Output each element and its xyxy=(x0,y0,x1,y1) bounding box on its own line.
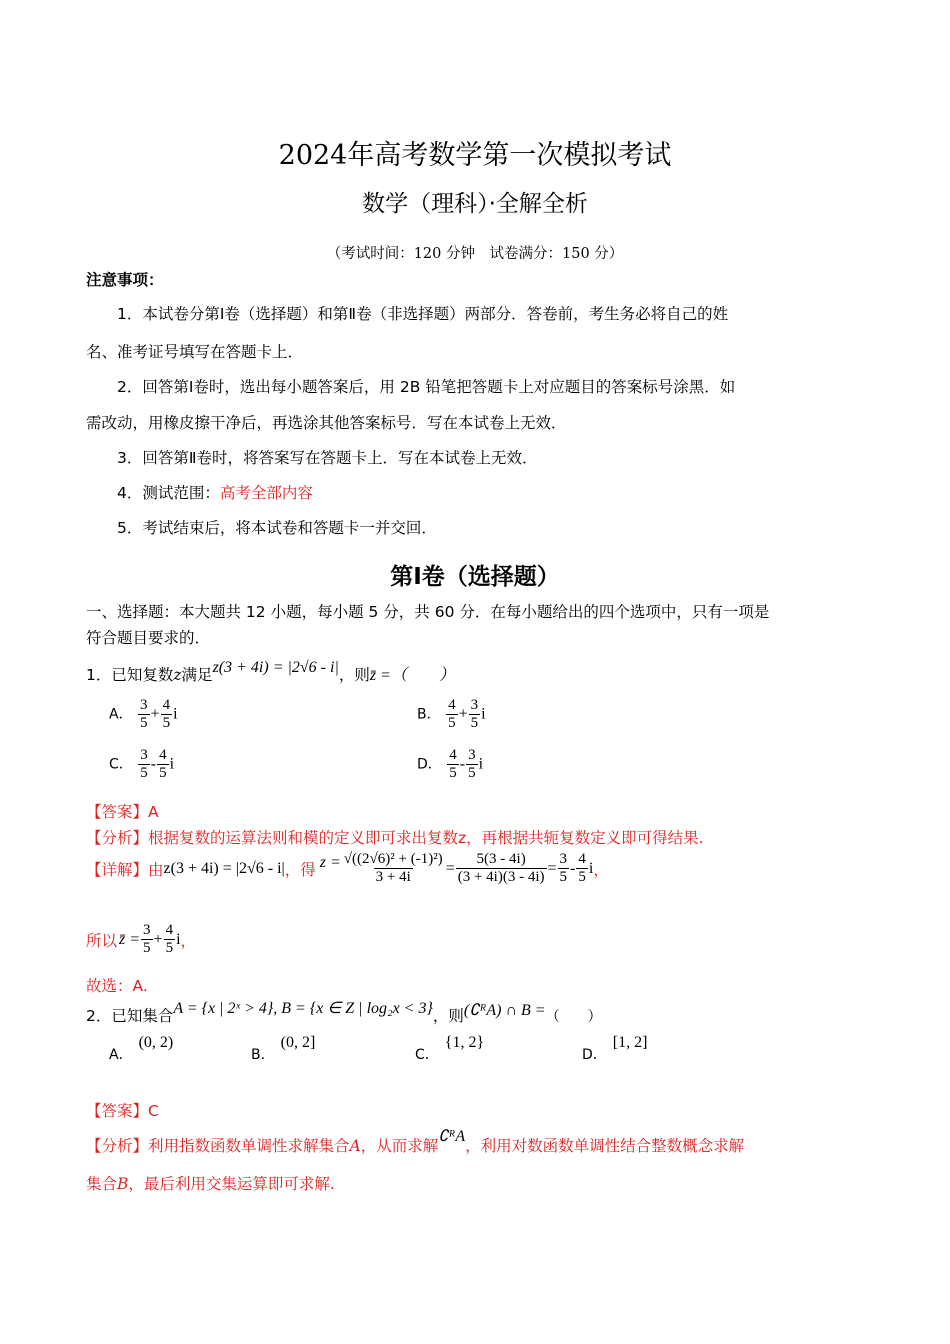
q2-analysis-text-1c: ，利用对数函数单调性结合整数概念求解 xyxy=(465,1137,745,1155)
note-item-1-line-2: 名、准考证号填写在答题卡上． xyxy=(86,343,304,361)
option-value: {1, 2} xyxy=(444,1034,485,1051)
q2-analysis-text-1a: 利用指数函数单调性求解集合 xyxy=(148,1137,350,1155)
equals: = xyxy=(547,859,557,877)
numerator: 3 xyxy=(470,697,479,713)
note-item-5: 5．考试结束后，将本试卷和答题卡一并交回． xyxy=(117,519,437,537)
q2-analysis-var-b: B xyxy=(117,1175,129,1193)
numerator: 4 xyxy=(578,851,586,867)
q1-detail-tag: 【详解】 xyxy=(86,860,149,879)
q1-detail-fraction-1 xyxy=(342,851,445,886)
q1-option-c xyxy=(109,747,174,782)
option-value: (0, 2] xyxy=(280,1034,316,1051)
q2-analysis-text-2b: ，最后利用交集运算即可求解. xyxy=(128,1175,335,1193)
question-1 xyxy=(86,659,455,685)
q2-analysis-complement: ∁ᴿA xyxy=(438,1128,466,1145)
q1-detail-get: ，得 xyxy=(284,860,316,879)
numerator: √((2√6)² + (-1)²) xyxy=(343,851,443,867)
equals: = xyxy=(445,859,455,877)
numerator: 4 xyxy=(449,747,457,763)
page-title: 2024年高考数学第一次模拟考试 xyxy=(278,140,672,171)
q2-option-a xyxy=(109,1034,174,1064)
q1-var-z: z xyxy=(173,666,182,684)
q1-detail-z: z = xyxy=(319,853,341,871)
denominator: 5 xyxy=(162,715,171,731)
numerator: 3 xyxy=(143,922,151,938)
numerator: 4 xyxy=(162,697,171,713)
fraction xyxy=(576,851,588,886)
note-item-2-line-2: 需改动，用橡皮擦干净后，再选涂其他答案标号．写在本试卷上无效． xyxy=(86,414,567,432)
option-label: A． xyxy=(109,1047,133,1063)
notes-heading: 注意事项： xyxy=(86,271,164,289)
denominator: 5 xyxy=(468,765,476,781)
numerator: 3 xyxy=(140,747,148,763)
q1-detail-fraction-2 xyxy=(456,851,547,886)
fraction xyxy=(447,747,459,782)
q1-analysis-tag: 【分析】 xyxy=(86,829,149,847)
numerator: 3 xyxy=(140,697,148,713)
q1-mid: 满足 xyxy=(181,666,213,684)
note-item-4 xyxy=(117,481,313,503)
q1-detail-from: 由 xyxy=(148,860,164,879)
q2-analysis-text-2a: 集合 xyxy=(86,1175,118,1193)
section-title: 第Ⅰ卷（选择题） xyxy=(390,564,560,590)
page-subtitle: 数学（理科）·全解全析 xyxy=(362,191,588,217)
numerator: 3 xyxy=(559,851,568,867)
numerator: 4 xyxy=(448,697,456,713)
option-label: C． xyxy=(109,756,133,773)
section-intro-line-1: 一、选择题：本大题共 12 小题，每小题 5 分，共 60 分．在每小题给出的四个选项中，只有一项是 xyxy=(86,603,770,621)
numerator: 4 xyxy=(159,747,167,763)
q2-analysis-var-a: A xyxy=(349,1137,361,1155)
denominator: 5 xyxy=(448,715,456,731)
fraction xyxy=(157,747,169,782)
q2-analysis-line-2 xyxy=(86,1172,335,1194)
denominator: 5 xyxy=(449,765,457,781)
q2-option-b xyxy=(251,1034,316,1064)
q2-expression: (∁ᴿA) ∩ B = xyxy=(463,1002,546,1019)
fraction xyxy=(138,697,150,732)
q1-option-b xyxy=(417,697,486,732)
operator: - xyxy=(570,859,576,877)
option-label: B． xyxy=(251,1047,275,1063)
operator: - xyxy=(150,755,157,773)
denominator: 3 + 4i xyxy=(375,869,411,885)
section-intro-line-2: 符合题目要求的． xyxy=(86,629,211,647)
q2-analysis-text-1b: ，从而求解 xyxy=(360,1137,439,1155)
q2-option-c xyxy=(415,1034,485,1064)
q1-prefix: 1．已知复数 xyxy=(86,666,174,684)
option-value: (0, 2) xyxy=(138,1034,174,1051)
option-value: [1, 2] xyxy=(612,1034,648,1051)
q2-then: ，则 xyxy=(432,1007,464,1025)
question-2 xyxy=(86,1000,602,1026)
numerator: 3 xyxy=(468,747,476,763)
q1-option-d xyxy=(417,747,483,782)
q1-analysis-text: 根据复数的运算法则和模的定义即可求出复数z，再根据共轭复数定义即可得结果. xyxy=(148,829,704,847)
denominator: 5 xyxy=(143,940,151,956)
q1-then: ，则 xyxy=(338,666,370,684)
q1-conclusion xyxy=(86,922,196,957)
q1-analysis xyxy=(86,826,704,848)
fraction xyxy=(141,922,153,957)
q1-answer: 【答案】A xyxy=(86,803,159,821)
imag-unit: i xyxy=(481,705,486,723)
note-item-2-line-1: 2．回答第Ⅰ卷时，选出每小题答案后，用 2B 铅笔把答题卡上对应题目的答案标号涂黑．如 xyxy=(117,378,736,396)
imag-unit: i xyxy=(169,755,175,773)
denominator: 5 xyxy=(559,869,568,885)
q2-analysis-tag: 【分析】 xyxy=(86,1137,149,1155)
test-scope: 高考全部内容 xyxy=(219,484,313,502)
note-item-4-prefix: 4．测试范围： xyxy=(117,484,220,502)
option-label: C． xyxy=(415,1047,439,1063)
q1-so: 所以 xyxy=(86,931,118,950)
denominator: 5 xyxy=(140,715,148,731)
q2-answer: 【答案】C xyxy=(86,1102,159,1120)
imag-unit: i xyxy=(173,705,178,723)
numerator: 5(3 - 4i) xyxy=(476,851,526,867)
fraction xyxy=(161,697,173,732)
q2-option-d xyxy=(582,1034,648,1064)
q2-prefix: 2．已知集合 xyxy=(86,1007,174,1025)
q1-condition: z(3 + 4i) = |2√6 - i| xyxy=(212,659,339,676)
fraction xyxy=(138,747,150,782)
option-label: B． xyxy=(417,706,441,723)
fraction xyxy=(558,851,570,886)
imag-unit: i xyxy=(588,859,594,877)
denominator: 5 xyxy=(159,765,167,781)
q1-option-a xyxy=(109,697,178,732)
q2-set-a: A = {x | 2ˣ > 4} xyxy=(173,1000,274,1017)
denominator: 5 xyxy=(165,940,174,956)
note-item-3: 3．回答第Ⅱ卷时，将答案写在答题卡上．写在本试卷上无效． xyxy=(117,449,538,467)
imag-unit: i xyxy=(478,755,484,773)
option-label: A． xyxy=(109,706,133,723)
q1-detail-condition: z(3 + 4i) = |2√6 - i| xyxy=(163,859,285,877)
q1-detail xyxy=(86,851,609,886)
option-label: D． xyxy=(582,1047,607,1063)
q1-so-end: ， xyxy=(180,931,197,950)
numerator: 4 xyxy=(165,922,174,938)
operator: - xyxy=(459,755,466,773)
q1-so-zbar: z̄ = xyxy=(119,930,141,948)
exam-info: （考试时间：120 分钟 试卷满分：150 分） xyxy=(326,246,624,262)
note-item-1-line-1: 1．本试卷分第Ⅰ卷（选择题）和第Ⅱ卷（非选择题）两部分．答卷前，考生务必将自己的姓 xyxy=(117,305,729,323)
imag-unit: i xyxy=(176,930,181,948)
operator: + xyxy=(153,930,163,948)
q1-zbar: z̄ =（ ） xyxy=(369,667,455,684)
operator: + xyxy=(150,705,160,723)
q1-detail-end: ， xyxy=(593,860,609,879)
operator: + xyxy=(458,705,468,723)
fraction xyxy=(164,922,176,957)
denominator: 5 xyxy=(470,715,479,731)
q2-paren: （ ） xyxy=(545,1010,602,1025)
q1-choose: 故选：A. xyxy=(86,977,148,995)
q2-analysis-line-1 xyxy=(86,1128,745,1156)
q2-set-b: , B = {x ∈ Z | log₂x < 3} xyxy=(273,1000,433,1017)
option-label: D． xyxy=(417,756,442,773)
denominator: 5 xyxy=(578,869,586,885)
denominator: (3 + 4i)(3 - 4i) xyxy=(457,869,545,885)
fraction xyxy=(469,697,481,732)
fraction xyxy=(446,697,458,732)
fraction xyxy=(466,747,478,782)
denominator: 5 xyxy=(140,765,148,781)
